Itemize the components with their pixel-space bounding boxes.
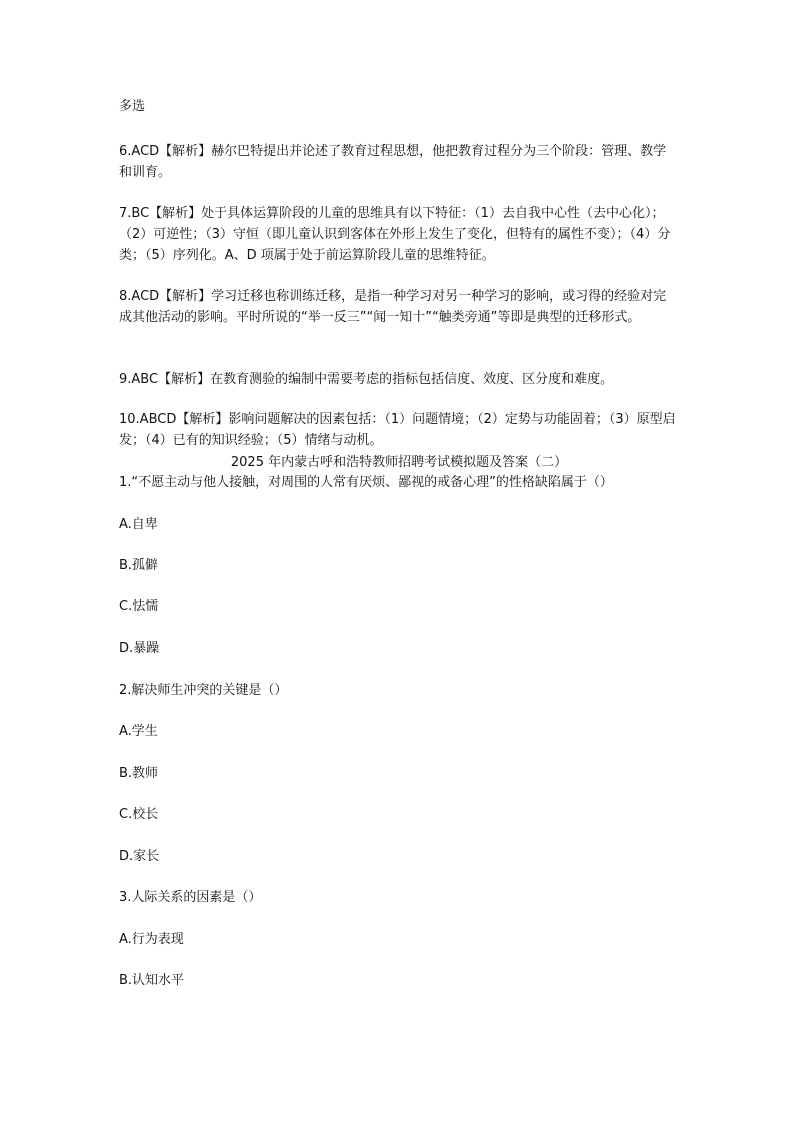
question-1-option-d: D.暴躁 — [119, 641, 160, 656]
question-3-option-a: A.行为表现 — [119, 932, 184, 947]
answer-6: 6.ACD【解析】赫尔巴特提出并论述了教育过程思想，他把教育过程分为三个阶段：管理、教学和训育。 — [119, 144, 667, 180]
question-3-stem: 3.人际关系的因素是（） — [119, 890, 262, 905]
question-2-stem: 2.解决师生冲突的关键是（） — [119, 683, 288, 698]
question-3-option-b: B.认知水平 — [119, 973, 185, 988]
question-2-option-c: C.校长 — [119, 807, 159, 822]
answer-7: 7.BC【解析】处于具体运算阶段的儿童的思维具有以下特征：（1）去自我中心性（去中心化）；（2）可逆性；（3）守恒（即儿童认识到客体在外形上发生了变化，但特有的属性不变）；（4）分类；（5）序列化。A、D 项属于处于前运算阶段儿童的思维特征。 — [119, 206, 671, 263]
section-label: 多选 — [119, 99, 146, 114]
question-1-option-a: A.自卑 — [119, 517, 158, 532]
answer-9: 9.ABC【解析】在教育测验的编制中需要考虑的指标包括信度、效度、区分度和难度。 — [119, 372, 614, 387]
answer-10: 10.ABCD【解析】影响问题解决的因素包括：（1）问题情境；（2）定势与功能固着；（3）原型启发；（4）已有的知识经验；（5）情绪与动机。 — [119, 412, 676, 448]
question-1-stem: 1.“不愿主动与他人接触，对周围的人常有厌烦、鄙视的戒备心理”的性格缺陷属于（） — [119, 475, 613, 490]
question-1-option-b: B.孤僻 — [119, 558, 159, 573]
question-2-option-b: B.教师 — [119, 766, 159, 781]
question-1-option-c: C.怯懦 — [119, 599, 159, 614]
exam-title: 2025 年内蒙古呼和浩特教师招聘考试模拟题及答案（二） — [230, 455, 568, 470]
question-2-option-a: A.学生 — [119, 724, 158, 739]
question-2-option-d: D.家长 — [119, 849, 160, 864]
answer-8: 8.ACD【解析】学习迁移也称训练迁移，是指一种学习对另一种学习的影响，或习得的经验对完成其他活动的影响。平时所说的“举一反三”“闻一知十”“触类旁通”等即是典型的迁移形式。 — [119, 289, 667, 325]
